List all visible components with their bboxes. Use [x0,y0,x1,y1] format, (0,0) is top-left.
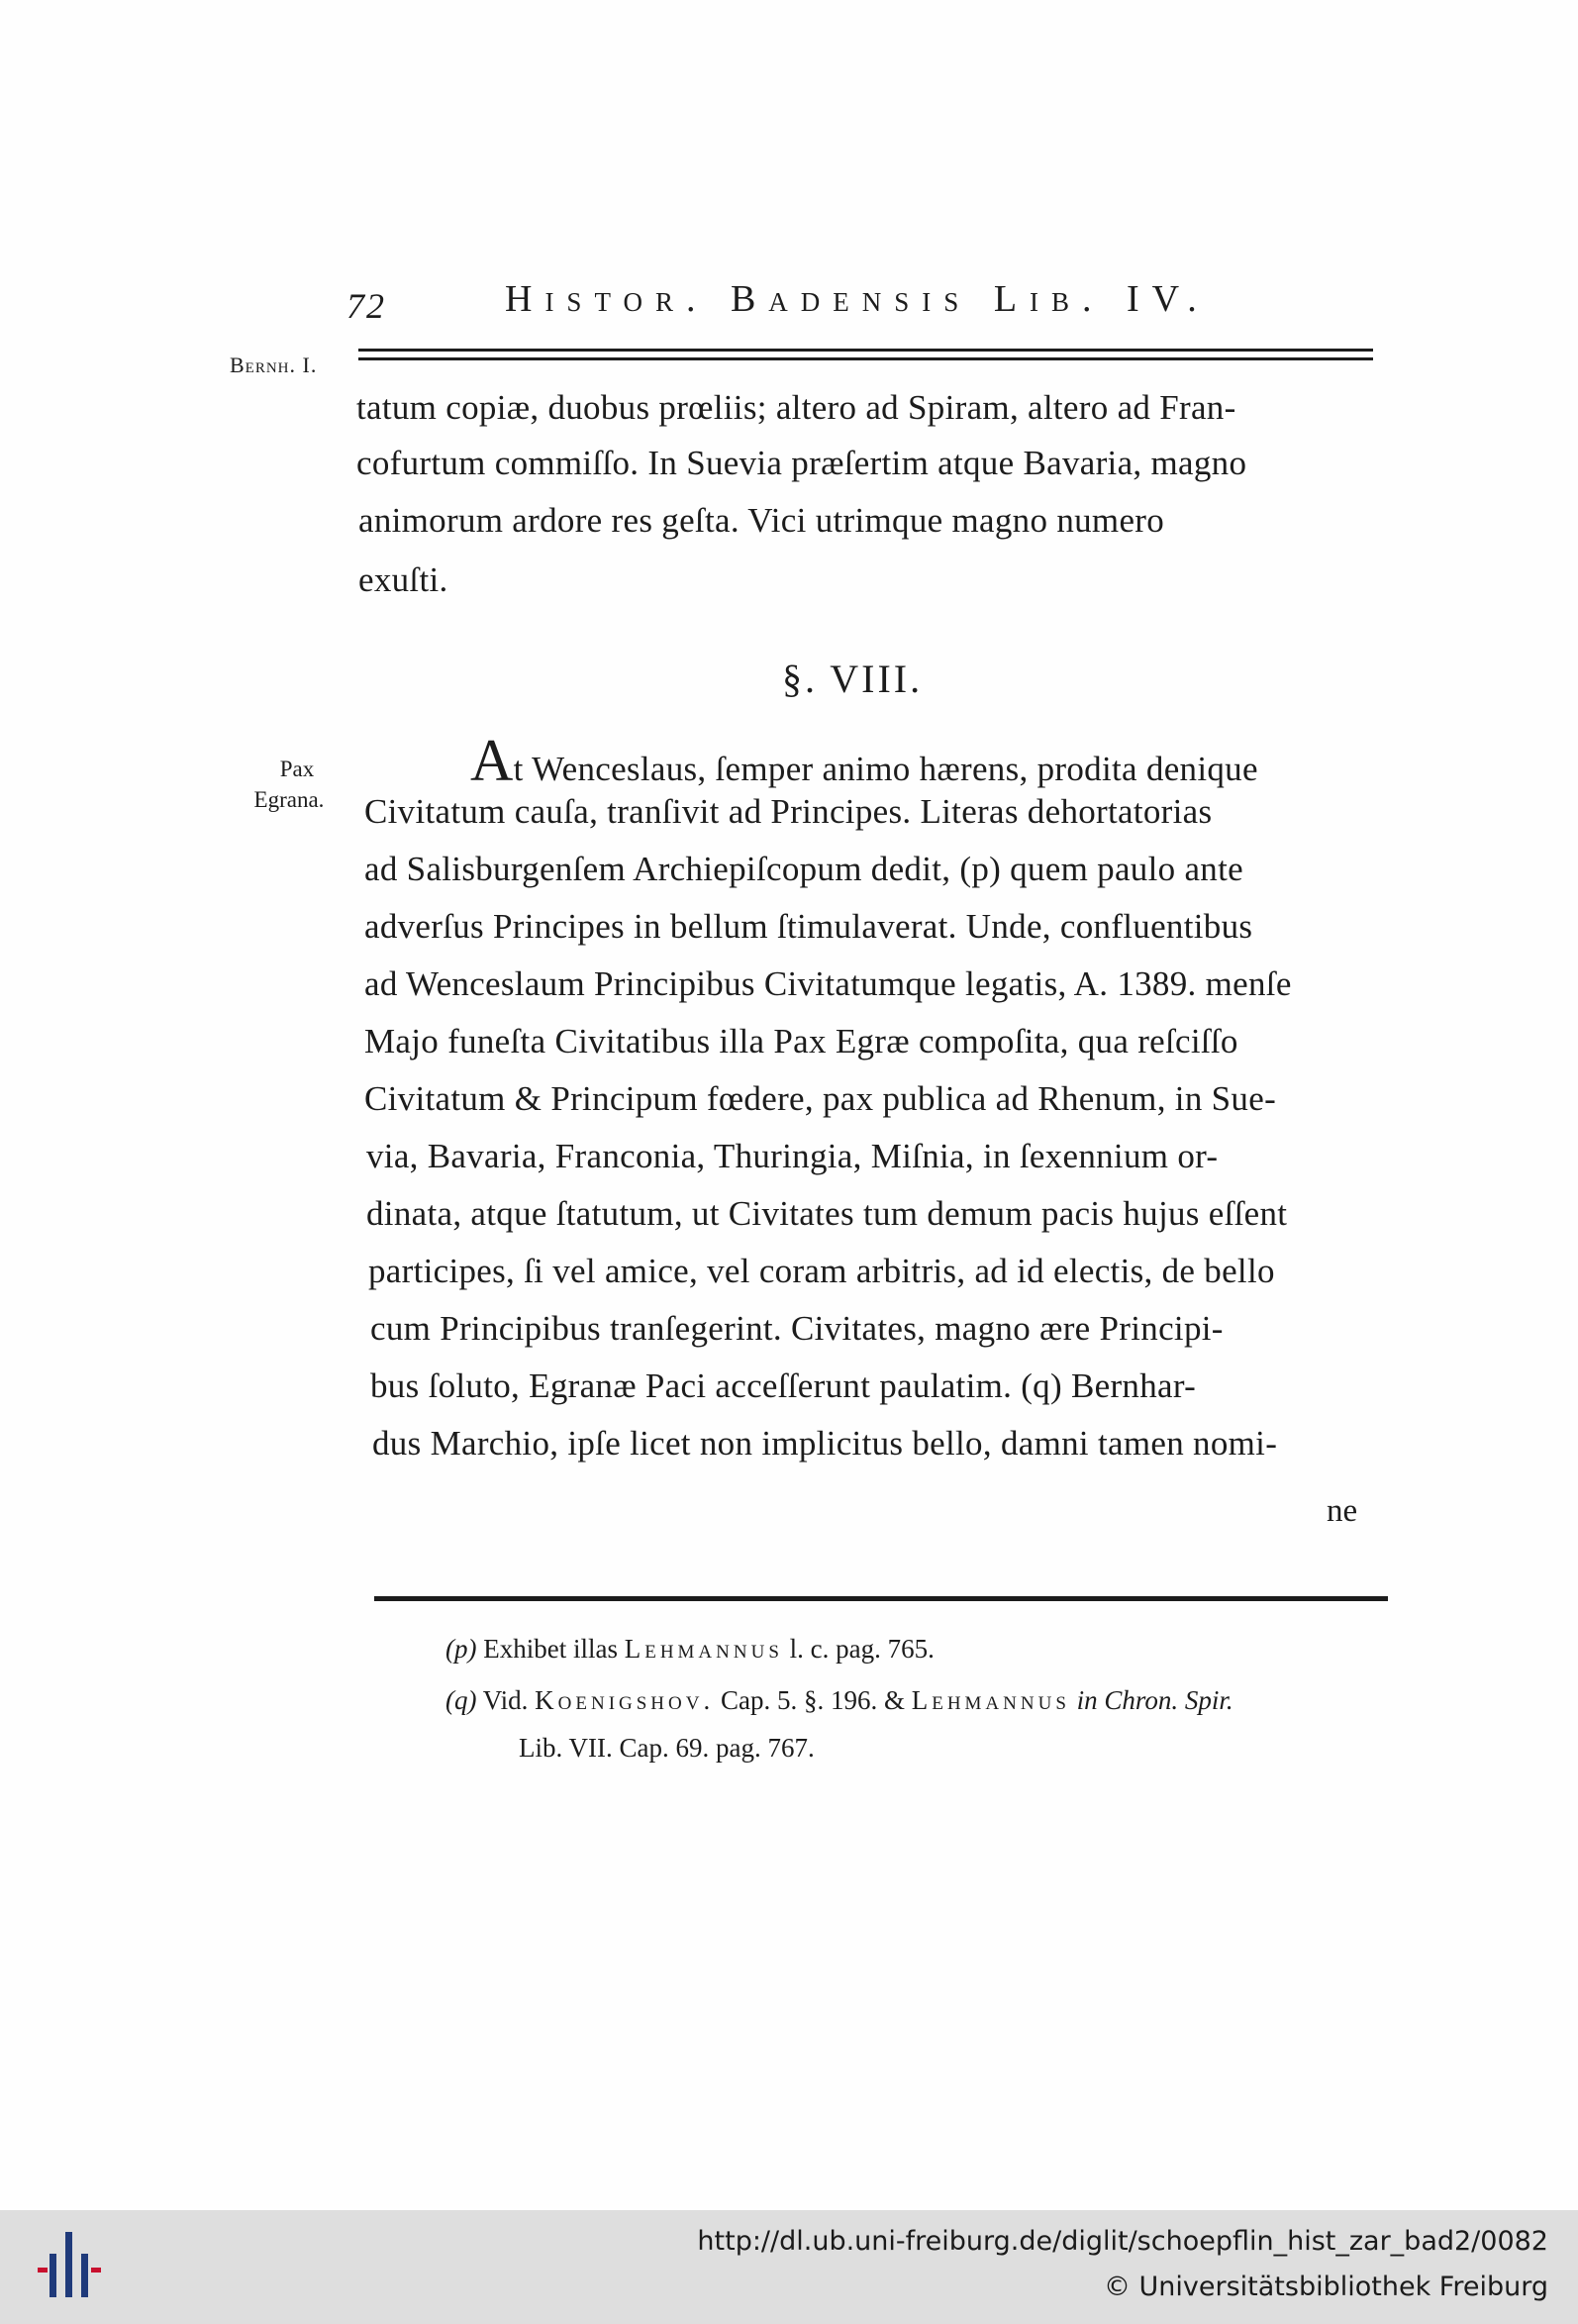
footnote-rule [374,1596,1388,1601]
page-number: 72 [346,286,386,326]
footnote-author: Lehmannus [911,1685,1070,1715]
footnote-work: in Chron. Spir. [1076,1685,1233,1715]
text-line: via, Bavaria, Franconia, Thuringia, Miſnia, in ſexennium or- [366,1137,1219,1175]
text-line: ad Wenceslaum Principibus Civitatumque legatis, A. 1389. menſe [364,964,1292,1003]
text-line: adverſus Principes in bellum ſtimulaverat. Unde, confluentibus [364,907,1253,946]
footnote-author: Koenigshov. [535,1685,715,1715]
footer-url[interactable]: http://dl.ub.uni-freiburg.de/diglit/schoepflin_hist_zar_bad2/0082 [697,2226,1548,2257]
footnote-text: Exhibet illas [483,1634,618,1664]
text-line: participes, ſi vel amice, vel coram arbitris, ad id electis, de bello [368,1252,1275,1290]
text-line: exuſti. [358,560,448,599]
section-heading: §. VIII. [782,657,924,701]
logo-bar [49,2254,56,2297]
footer-copyright: © Universitätsbibliothek Freiburg [1103,2272,1548,2302]
footnote-q-continued: Lib. VII. Cap. 69. pag. 767. [519,1733,815,1763]
text-line: ad Salisburgenſem Archiepiſcopum dedit, (p) quem paulo ante [364,850,1243,888]
text-line: tatum copiæ, duobus prœliis; altero ad Spiram, altero ad Fran- [356,388,1236,427]
footnote-mark: (q) [445,1685,477,1715]
text-line: animorum ardore res geſta. Vici utrimque magno numero [358,501,1165,540]
footer-bar [0,2210,1578,2324]
text-line: cum Principibus tranſegerint. Civitates, magno ære Principi- [370,1309,1224,1348]
logo-bar [81,2254,88,2297]
header-rule [358,349,1373,352]
running-title: Histor. Badensis Lib. IV. [505,278,1210,320]
text-line: dus Marchio, ipſe licet non implicitus bello, damni tamen nomi- [372,1424,1278,1463]
first-line-text: t Wenceslaus, ſemper animo hærens, prodita denique [513,750,1258,788]
footnote-mark: (p) [445,1634,477,1664]
side-note: Egrana. [253,787,325,812]
footnote-text: l. c. pag. 765. [789,1634,935,1664]
text-line: dinata, atque ſtatutum, ut Civitates tum demum pacis hujus eſſent [366,1194,1288,1233]
running-head [346,275,1386,335]
text-line: cofurtum commiſſo. In Suevia præſertim atque Bavaria, magno [356,444,1247,482]
text-line: Civitatum cauſa, tranſivit ad Principes. Literas dehortatorias [364,792,1213,831]
text-line: Civitatum & Principum fœdere, pax publica ad Rhenum, in Sue- [364,1079,1277,1118]
text-line-first [470,728,1258,793]
text-line: bus ſoluto, Egranæ Paci acceſſerunt paulatim. (q) Bernhar- [370,1366,1197,1405]
footnote-text: Cap. 5. §. 196. & [720,1685,905,1715]
text-line: Majo funeſta Civitatibus illa Pax Egræ compoſita, qua reſciſſo [364,1022,1238,1061]
footnote-q [445,1685,1233,1716]
drop-initial: A [470,728,514,793]
margin-head: Bernh. I. [230,353,318,377]
ub-freiburg-logo-icon[interactable] [38,2230,101,2299]
side-note: Pax [279,757,315,781]
logo-dash [38,2268,48,2273]
footnote-text: Vid. [482,1685,529,1715]
catchword: ne [1327,1493,1358,1529]
logo-bar [65,2232,72,2297]
footnote-p [445,1634,935,1665]
logo-dash [91,2268,101,2273]
footnote-author: Lehmannus [624,1634,783,1664]
